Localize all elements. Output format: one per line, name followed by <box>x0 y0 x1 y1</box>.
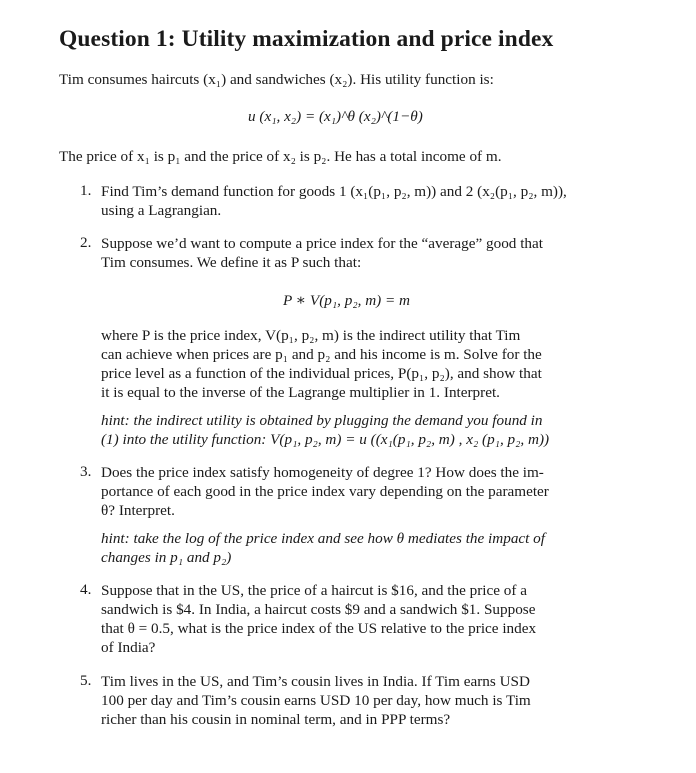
question-4-line: Suppose that in the US, the price of a haircut is $16, and the price of a <box>101 582 527 599</box>
intro-line-1: Tim consumes haircuts (x₁) and sandwiches (x₂). His utility function is: <box>59 71 494 88</box>
question-2-line: it is equal to the inverse of the Lagrange multiplier in 1. Interpret. <box>101 384 500 401</box>
question-1-line: using a Lagrangian. <box>101 202 222 219</box>
question-title: Question 1: Utility maximization and price index <box>59 26 554 52</box>
question-2-hint: hint: the indirect utility is obtained by plugging the demand you found in <box>101 412 543 429</box>
question-3-hint: hint: take the log of the price index and see how θ mediates the impact of <box>101 530 545 547</box>
question-3-hint: changes in p₁ and p₂) <box>101 549 232 566</box>
question-2-line: can achieve when prices are p₁ and p₂ and his income is m. Solve for the <box>101 346 542 363</box>
question-2-hint: (1) into the utility function: V(p₁, p₂, m) = u ((x₁(p₁, p₂, m) , x₂ (p₁, p₂, m)) <box>101 431 550 448</box>
question-4-line: sandwich is $4. In India, a haircut costs $9 and a sandwich $1. Suppose <box>101 601 536 618</box>
utility-equation: u (x₁, x₂) = (x₁)^θ (x₂)^(1−θ) <box>248 108 423 125</box>
question-4-line: of India? <box>101 639 156 656</box>
question-3-line: portance of each good in the price index vary depending on the parameter <box>101 483 549 500</box>
question-4-line: that θ = 0.5, what is the price index of the US relative to the price index <box>101 620 537 637</box>
question-5-number: 5. <box>80 672 92 689</box>
price-index-equation: P ∗ V(p₁, p₂, m) = m <box>283 292 411 309</box>
question-3-line: Does the price index satisfy homogeneity of degree 1? How does the im- <box>101 464 544 481</box>
question-1-number: 1. <box>80 182 92 199</box>
question-3-number: 3. <box>80 463 92 480</box>
question-2-line: where P is the price index, V(p₁, p₂, m) is the indirect utility that Tim <box>101 327 521 344</box>
question-5-line: richer than his cousin in nominal term, and in PPP terms? <box>101 711 451 728</box>
question-2-line: Suppose we’d want to compute a price index for the “average” good that <box>101 235 543 252</box>
question-2-number: 2. <box>80 234 92 251</box>
question-5-line: 100 per day and Tim’s cousin earns USD 10 per day, how much is Tim <box>101 692 531 709</box>
question-3-line: θ? Interpret. <box>101 502 175 519</box>
question-2-line: price level as a function of the individual prices, P(p₁, p₂), and show that <box>101 365 542 382</box>
question-1-line: Find Tim’s demand function for goods 1 (x₁(p₁, p₂, m)) and 2 (x₂(p₁, p₂, m)), <box>101 183 567 200</box>
intro-line-2: The price of x₁ is p₁ and the price of x₂ is p₂. He has a total income of m. <box>59 148 502 165</box>
question-4-number: 4. <box>80 581 92 598</box>
question-2-line: Tim consumes. We define it as P such that: <box>101 254 362 271</box>
question-5-line: Tim lives in the US, and Tim’s cousin lives in India. If Tim earns USD <box>101 673 530 690</box>
